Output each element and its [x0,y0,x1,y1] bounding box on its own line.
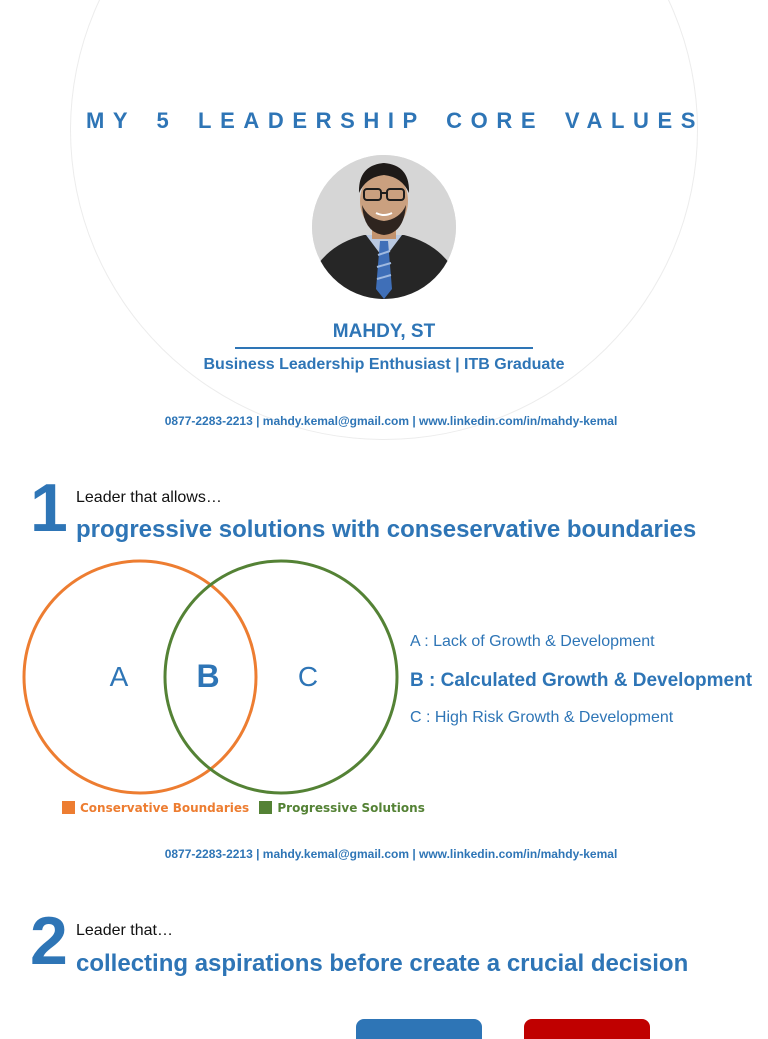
section-1-lead-in: Leader that allows… [76,489,222,506]
red-button-partial[interactable] [524,1019,650,1039]
venn-label-b: B [196,658,220,694]
legend-label-progressive: Progressive Solutions [277,801,425,815]
section-2-heading: collecting aspirations before create a crucial decision [76,950,689,977]
legend-item-conservative [62,801,253,815]
profile-subtitle: Business Leadership Enthusiast | ITB Graduate [203,356,565,373]
venn-label-c: C [297,661,319,692]
page-title: MY 5 LEADERSHIP CORE VALUES [85,108,705,133]
blue-button-partial[interactable] [356,1019,482,1039]
section-2-number: 2 [30,903,68,979]
progressive-swatch [259,801,272,814]
section-1-heading: progressive solutions with conseservative boundaries [76,516,697,543]
profile-name: MAHDY, ST [332,321,436,342]
venn-key-a: A : Lack of Growth & Development [410,633,655,650]
header-contact-line: 0877-2283-2213 | mahdy.kemal@gmail.com | www.linkedin.com/in/mahdy-kemal [164,414,618,428]
conservative-boundaries-circle [24,561,256,793]
venn-key-b: B : Calculated Growth & Development [410,670,753,691]
name-divider [235,347,533,349]
profile-photo [312,155,456,299]
venn-key-c: C : High Risk Growth & Development [410,709,674,726]
legend-label-conservative: Conservative Boundaries [80,801,250,815]
section-1-number: 1 [30,470,68,546]
conservative-swatch [62,801,75,814]
venn-legend [62,801,431,815]
venn-diagram [0,555,420,795]
section-1-contact-line: 0877-2283-2213 | mahdy.kemal@gmail.com | www.linkedin.com/in/mahdy-kemal [164,847,618,861]
venn-label-a: A [109,661,129,692]
section-2-lead-in: Leader that… [76,922,173,939]
legend-item-progressive [259,801,424,815]
profile-photo-illustration [312,155,456,299]
